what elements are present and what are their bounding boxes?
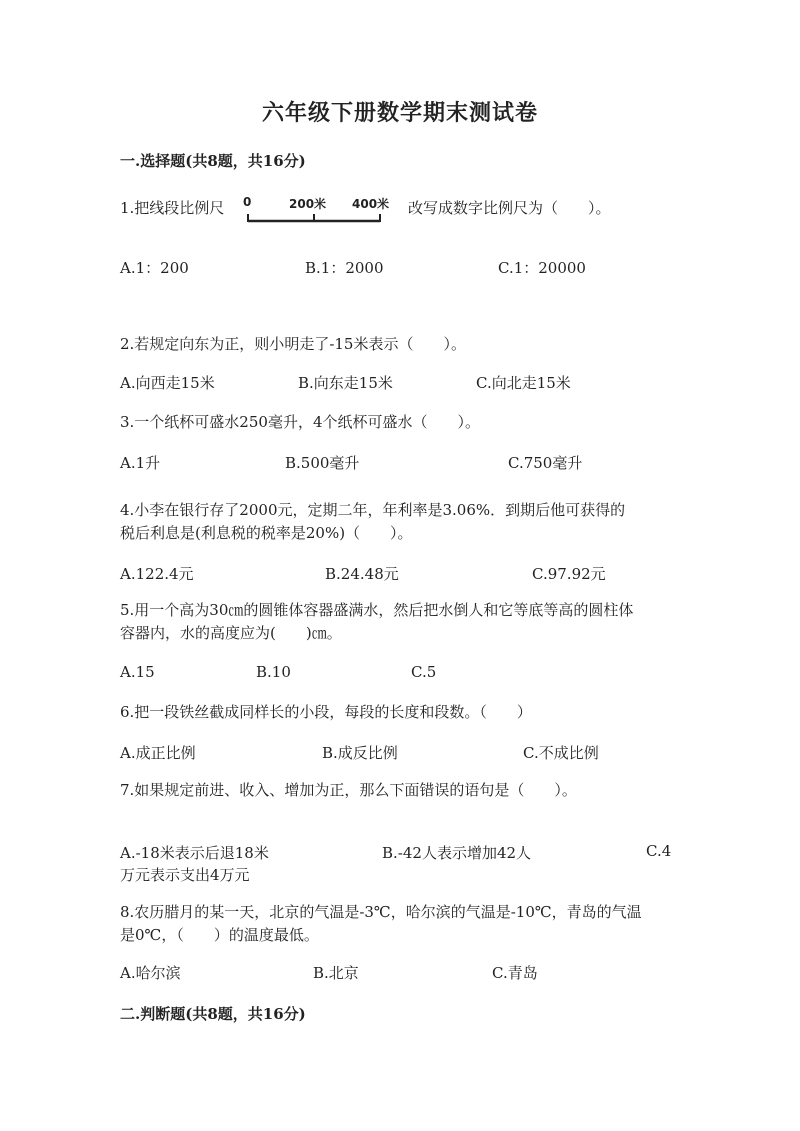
question-2-option-b: B.向东走15米 — [298, 374, 393, 392]
question-4-option-c: C.97.92元 — [532, 565, 606, 583]
question-7-stem: 7.如果规定前进、收入、增加为正，那么下面错误的语句是（ ）。 — [120, 781, 577, 799]
question-8-option-a: A.哈尔滨 — [120, 964, 181, 982]
question-1-option-c: C.1：20000 — [498, 259, 586, 277]
question-7-option-a: A.-18米表示后退18米 — [120, 844, 269, 862]
question-3-stem: 3.一个纸杯可盛水250毫升，4个纸杯可盛水（ ）。 — [120, 413, 480, 431]
question-3-option-c: C.750毫升 — [508, 454, 583, 472]
question-8-option-b: B.北京 — [313, 964, 359, 982]
question-7-option-c: C.4 — [646, 842, 672, 860]
question-6-option-b: B.成反比例 — [322, 744, 398, 762]
question-1-option-b: B.1：2000 — [305, 259, 384, 277]
line-segment-scale-figure — [240, 195, 400, 229]
question-6-stem: 6.把一段铁丝截成同样长的小段，每段的长度和段数。（ ） — [120, 703, 532, 721]
question-4-line-2: 税后利息是(利息税的税率是20%)（ ）。 — [120, 524, 413, 542]
question-7-option-b: B.-42人表示增加42人 — [382, 844, 532, 862]
question-5-option-c: C.5 — [411, 663, 437, 681]
page-title: 六年级下册数学期末测试卷 — [261, 100, 538, 126]
question-5-option-b: B.10 — [256, 663, 291, 681]
question-4-option-b: B.24.48元 — [325, 565, 399, 583]
section-heading-choice: 一.选择题(共8题，共16分) — [120, 152, 306, 170]
question-1-stem-cont: 改写成数字比例尺为（ ）。 — [408, 199, 611, 217]
scale-bar-graphic — [240, 195, 400, 229]
question-5-option-a: A.15 — [120, 663, 155, 681]
question-5-line-2: 容器内，水的高度应为( )㎝。 — [120, 624, 342, 642]
question-3-option-b: B.500毫升 — [285, 454, 360, 472]
scale-label-400: 400米 — [352, 197, 390, 211]
question-7-option-c-continued: 万元表示支出4万元 — [120, 866, 250, 884]
question-6-option-a: A.成正比例 — [120, 744, 196, 762]
section-heading-judgement: 二.判断题(共8题，共16分) — [120, 1005, 306, 1023]
question-6-option-c: C.不成比例 — [523, 744, 599, 762]
question-1-option-a: A.1：200 — [120, 259, 189, 277]
question-4-option-a: A.122.4元 — [120, 565, 194, 583]
question-5-line-1: 5.用一个高为30㎝的圆锥体容器盛满水，然后把水倒人和它等底等高的圆柱体 — [120, 601, 634, 619]
question-1-stem: 1.把线段比例尺 — [120, 199, 225, 217]
scale-label-200: 200米 — [289, 197, 327, 211]
question-2-option-c: C.向北走15米 — [476, 374, 571, 392]
question-2-option-a: A.向西走15米 — [120, 374, 215, 392]
question-8-line-2: 是0℃，（ ）的温度最低。 — [120, 926, 319, 944]
scale-label-0: 0 — [243, 195, 252, 209]
question-2-stem: 2.若规定向东为正，则小明走了-15米表示（ ）。 — [120, 335, 466, 353]
question-4-line-1: 4.小李在银行存了2000元，定期二年，年利率是3.06%．到期后他可获得的 — [120, 501, 626, 519]
question-8-line-1: 8.农历腊月的某一天，北京的气温是-3℃，哈尔滨的气温是-10℃，青岛的气温 — [120, 903, 642, 921]
question-8-option-c: C.青岛 — [492, 964, 538, 982]
question-3-option-a: A.1升 — [120, 454, 161, 472]
